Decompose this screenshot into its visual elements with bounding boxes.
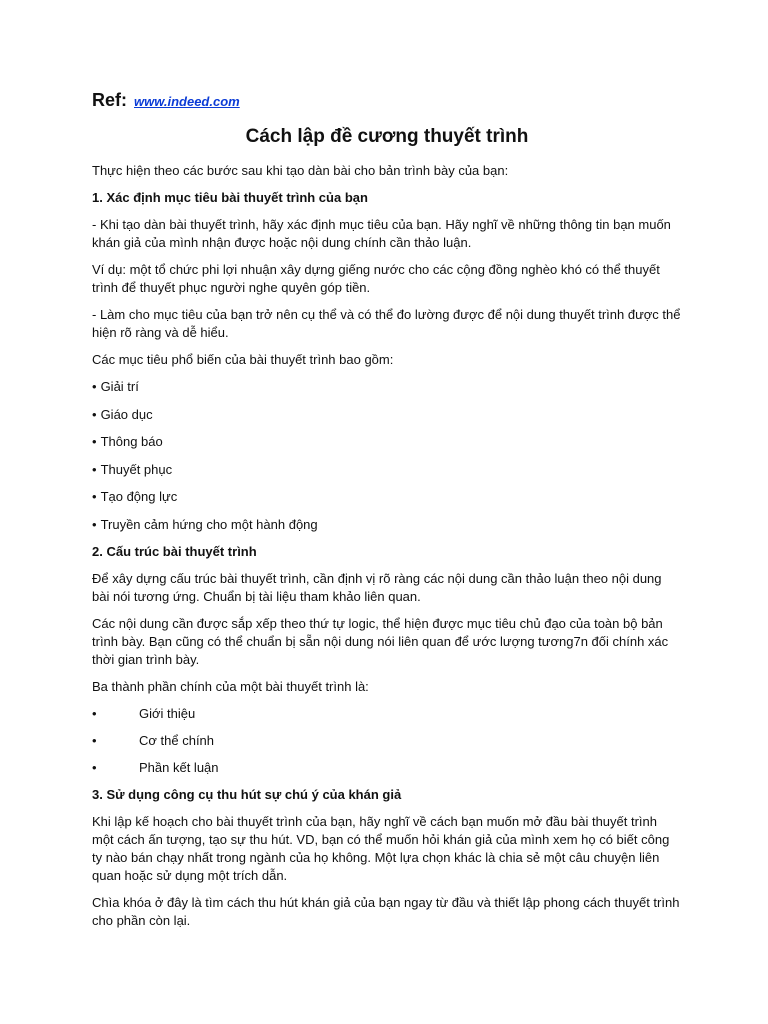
section-1-paragraph-1: - Khi tạo dàn bài thuyết trình, hãy xác định mục tiêu của bạn. Hãy nghĩ về những thông tin bạn muốn khán giả của mình nhận được hoặc nội dung chính cần thảo luận.	[92, 217, 671, 250]
section-1-heading: 1. Xác định mục tiêu bài thuyết trình của bạn	[92, 190, 368, 205]
list-item: • Cơ thể chính	[92, 733, 215, 748]
section-3-paragraph-2: Chìa khóa ở đây là tìm cách thu hút khán giả của bạn ngay từ đầu và thiết lập phong cách thuyết trình cho phần còn lại.	[92, 895, 680, 928]
list-item: • Giới thiệu	[92, 706, 196, 721]
list-item: • Truyền cảm hứng cho một hành động	[92, 516, 318, 532]
section-3-heading: 3. Sử dụng công cụ thu hút sự chú ý của khán giả	[92, 787, 402, 802]
list-item: • Thuyết phục	[92, 461, 173, 477]
section-2-heading: 2. Cấu trúc bài thuyết trình	[92, 544, 257, 559]
intro-paragraph: Thực hiện theo các bước sau khi tạo dàn bài cho bản trình bày của bạn:	[92, 163, 509, 178]
document-title: Cách lập đề cương thuyết trình	[245, 126, 529, 147]
reference-line	[92, 88, 682, 114]
list-item: • Phần kết luận	[92, 760, 219, 775]
list-item: • Giáo dục	[92, 406, 153, 422]
document-page	[92, 88, 682, 939]
list-item: • Thông báo	[92, 434, 163, 449]
list-item: • Giải trí	[92, 379, 139, 394]
section-1-paragraph-4: Các mục tiêu phổ biến của bài thuyết trình bao gồm:	[92, 352, 394, 367]
section-2-paragraph-3: Ba thành phần chính của một bài thuyết trình là:	[92, 679, 369, 694]
section-1-paragraph-2: Ví dụ: một tổ chức phi lợi nhuận xây dựng giếng nước cho các cộng đồng nghèo khó có thể thuyết trình để thuyết phục người nghe quyên góp tiền.	[92, 262, 660, 295]
section-2-paragraph-1: Để xây dựng cấu trúc bài thuyết trình, cần định vị rõ ràng các nội dung cần thảo luận theo nội dung bài nói tương ứng. Chuẩn bị tài liệu tham khảo liên quan.	[92, 571, 662, 604]
ref-label: Ref:	[92, 90, 127, 110]
section-3-paragraph-1: Khi lập kế hoạch cho bài thuyết trình của bạn, hãy nghĩ về cách bạn muốn mở đầu bài thuyết trình một cách ấn tượng, tạo sự thu hút. VD, bạn có thể muốn hỏi khán giả của mình xem họ có biết công ty nào bán chạy nhất trong ngành của họ không. Một lựa chọn khác là chia sẻ một câu chuyện liên quan hoặc sử dụng một trích dẫn.	[92, 814, 670, 883]
section-1-paragraph-3: - Làm cho mục tiêu của bạn trở nên cụ thể và có thể đo lường được để nội dung thuyết trình được thể hiện rõ ràng và dễ hiểu.	[92, 307, 681, 340]
ref-link[interactable]: www.indeed.com	[134, 94, 240, 109]
list-item: • Tạo động lực	[92, 489, 178, 504]
section-2-paragraph-2: Các nội dung cần được sắp xếp theo thứ tự logic, thể hiện được mục tiêu chủ đạo của toàn bộ bản trình bày. Bạn cũng có thể chuẩn bị sẵn nội dung nói liên quan để ước lượng tương7n đối chính xác thời gian trình bày.	[92, 616, 669, 667]
